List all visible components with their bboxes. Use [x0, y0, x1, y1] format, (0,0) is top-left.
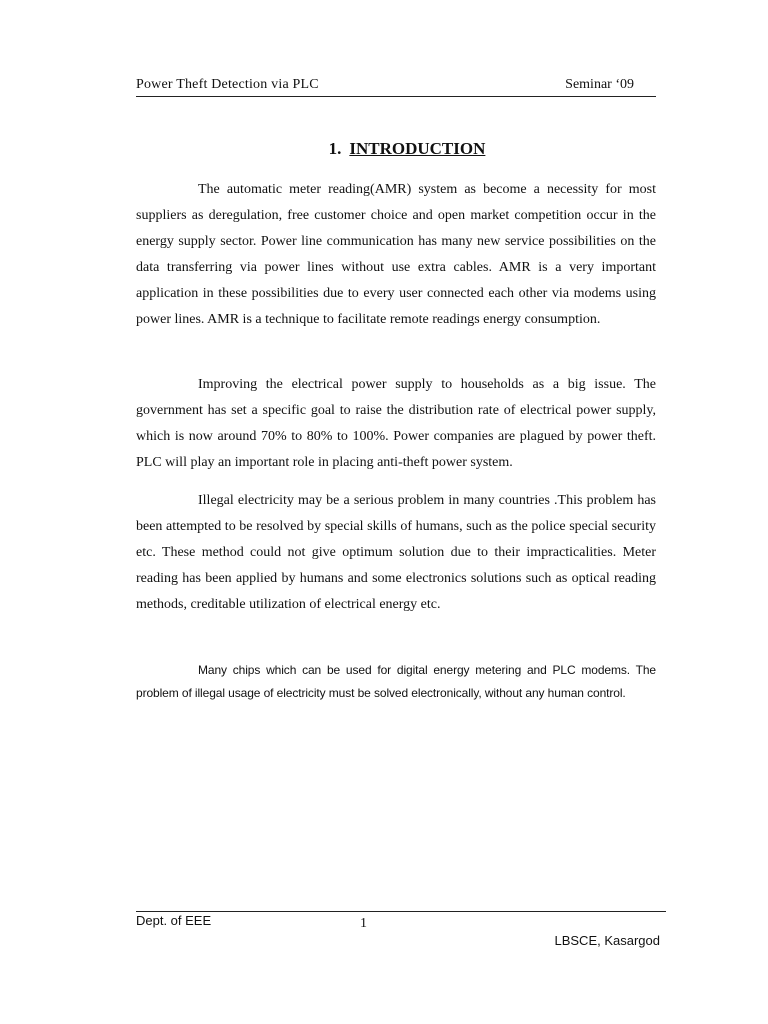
- paragraph-4: Many chips which can be used for digital energy metering and PLC modems. The problem of illegal usage of electricity must be solved electronically, without any human control.: [136, 663, 656, 700]
- header-seminar: Seminar ‘09: [565, 77, 634, 92]
- footer-divider: [136, 911, 666, 912]
- section-heading: [0, 139, 768, 159]
- section-title: INTRODUCTION: [349, 139, 486, 158]
- paragraph-2: Improving the electrical power supply to households as a big issue. The government has set a specific goal to raise the distribution rate of electrical power supply, which is now around 70% to 80% to 100%. Power companies are plagued by power theft. PLC will play an important role in placing anti-theft power system.: [136, 377, 656, 470]
- section-number: 1.: [328, 139, 342, 158]
- page-number: 1: [360, 916, 367, 931]
- paragraph-1: The automatic meter reading(AMR) system as become a necessity for most suppliers as deregulation, free customer choice and open market competition occur in the energy supply sector. Power line communication has many new service possibilities on the data transferring via power lines without use extra cables. AMR is a very important application in these possibilities due to every user connected each other via modems using power lines. AMR is a technique to facilitate remote readings energy consumption.: [136, 182, 656, 327]
- footer-department: Dept. of EEE: [136, 913, 212, 928]
- running-header: [136, 76, 656, 97]
- paragraph-3: Illegal electricity may be a serious problem in many countries .This problem has been attempted to be resolved by special skills of humans, such as the police special security etc. These method could not give optimum solution due to their impracticalities. Meter reading has been applied by humans and some electronics solutions such as optical reading methods, creditable utilization of electrical energy etc.: [136, 493, 656, 612]
- footer-college: LBSCE, Kasargod: [554, 933, 660, 948]
- header-title: Power Theft Detection via PLC: [136, 77, 319, 92]
